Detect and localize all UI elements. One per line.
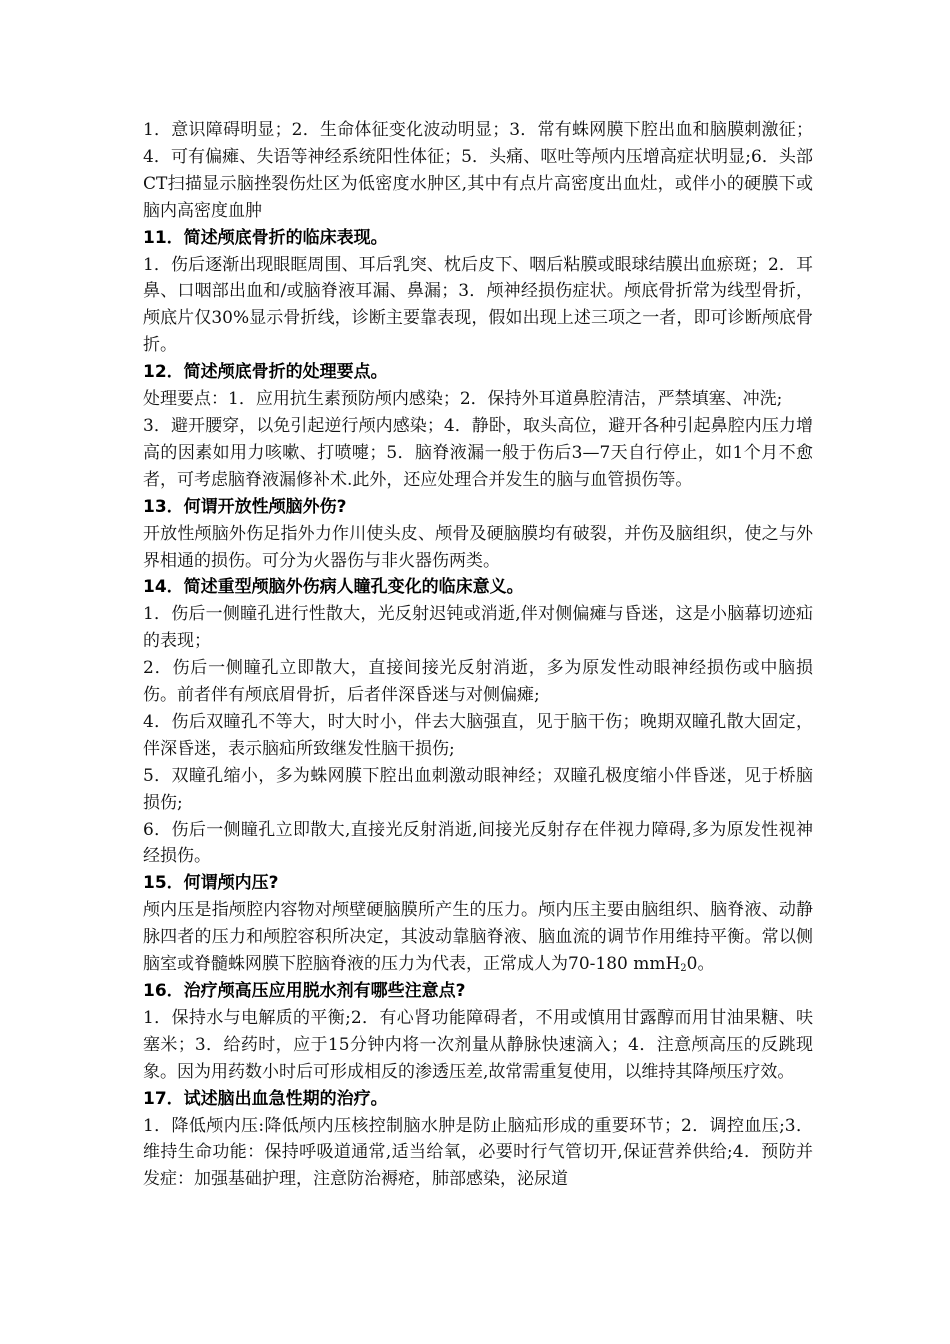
answer-paragraph-14-item1: 1．伤后一侧瞳孔进行性散大，光反射迟钝或消逝,伴对侧偏瘫与昏迷，这是小脑幕切迹疝的表现； (143, 604, 813, 652)
answer-paragraph-12b: 3．避开腰穿，以免引起逆行颅内感染；4．静卧，取头高位，避开各种引起鼻腔内压力增高的因素如用力咳嗽、打喷嚏；5．脑脊液漏一般于伤后3—7天自行停止，如1个月不愈者，可考虑脑脊液漏修补术.此外，还应处理合并发生的脑与血管损伤等。 (143, 415, 813, 490)
question-heading-17: 17．试述脑出血急性期的治疗。 (143, 1088, 388, 1109)
question-heading-11: 11．简述颅底骨折的临床表现。 (143, 227, 388, 248)
question-heading-16: 16．治疗颅高压应用脱水剂有哪些注意点? (143, 981, 466, 1001)
answer-paragraph-16: 1．保持水与电解质的平衡;2．有心肾功能障碍者，不用或慎用甘露醇而用甘油果糖、呋塞米；3．给药时，应于15分钟内将一次剂量从静脉快速滴入；4．注意颅高压的反跳现象。因为用药数小时后可形成相反的渗透压差,故常需重复使用，以维持其降颅压疗效。 (143, 1007, 813, 1082)
document-page (143, 117, 813, 1193)
paragraph-concussion-contusion-features: 1．意识障碍明显；2．生命体征变化波动明显；3．常有蛛网膜下腔出血和脑膜刺激征；4．可有偏瘫、失语等神经系统阳性体征；5．头痛、呕吐等颅内压增高症状明显;6．头部CT扫描显示脑挫裂伤灶区为低密度水肿区,其中有点片高密度出血灶，或伴小的硬膜下或脑内高密度血肿 (143, 120, 813, 221)
answer-paragraph-13: 开放性颅脑外伤足指外力作川使头皮、颅骨及硬脑膜均有破裂，并伤及脑组织，使之与外界相通的损伤。可分为火器伤与非火器伤两类。 (143, 523, 813, 571)
answer-paragraph-14-item2: 2．伤后一侧瞳孔立即散大，直接间接光反射消逝，多为原发性动眼神经损伤或中脑损伤。前者伴有颅底眉骨折，后者伴深昏迷与对侧偏瘫; (143, 658, 813, 706)
answer-paragraph-11: 1．伤后逐渐出现眼眶周围、耳后乳突、枕后皮下、咽后粘膜或眼球结膜出血瘀斑；2．耳鼻、口咽部出血和/或脑脊液耳漏、鼻漏；3．颅神经损伤症状。颅底骨折常为线型骨折，颅底片仅30%显示骨折线，诊断主要靠表现，假如出现上述三项之一者，即可诊断颅底骨折。 (143, 254, 813, 356)
answer-15-text: 颅内压是指颅腔内容物对颅壁硬脑膜所产生的压力。颅内压主要由脑组织、脑脊液、动静脉四者的压力和颅腔容积所决定，其波动靠脑脊液、脑血流的调节作用维持平衡。常以侧脑室或脊髓蛛网膜下腔脑脊液的压力为代表，正常成人为70-180 mmH (143, 900, 813, 975)
answer-paragraph-15 (143, 897, 813, 978)
answer-paragraph-17: 1．降低颅内压:降低颅内压核控制脑水肿是防止脑疝形成的重要环节；2．调控血压;3．维持生命功能：保持呼吸道通常,适当给氧，必要时行气管切开,保证营养供给;4．预防并发症：加强基础护理，注意防治褥疮，肺部感染，泌尿道 (143, 1115, 813, 1190)
answer-paragraph-14-item4: 4．伤后双瞳孔不等大，时大时小，伴去大脑强直，见于脑干伤；晚期双瞳孔散大固定，伴深昏迷，表示脑疝所致继发性脑干损伤; (143, 711, 813, 759)
answer-paragraph-12a: 处理要点：1．应用抗生素预防颅内感染；2．保持外耳道鼻腔清洁，严禁填塞、冲洗; (143, 389, 783, 410)
answer-15-subscript: 2 (680, 963, 687, 975)
question-heading-15: 15．何谓颅内压? (143, 873, 279, 894)
answer-paragraph-14-item6: 6．伤后一侧瞳孔立即散大,直接光反射消逝,间接光反射存在伴视力障碍,多为原发性视神经损伤。 (143, 819, 813, 867)
answer-15-tail: 0。 (686, 954, 715, 975)
question-heading-13: 13．何谓开放性颅脑外伤? (143, 496, 347, 517)
question-heading-12: 12．简述颅底骨折的处理要点。 (143, 362, 388, 383)
question-heading-14: 14．简述重型颅脑外伤病人瞳孔变化的临床意义。 (143, 577, 524, 598)
answer-paragraph-14-item5: 5．双瞳孔缩小，多为蛛网膜下腔出血刺激动眼神经；双瞳孔极度缩小伴昏迷，见于桥脑损伤; (143, 765, 813, 813)
